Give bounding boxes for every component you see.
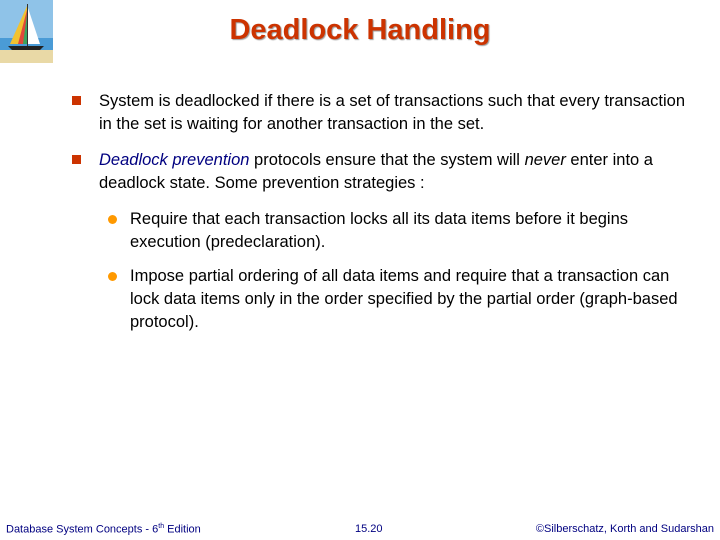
footer-book-title: Database System Concepts - 6th Edition	[6, 523, 201, 536]
bullet-item	[72, 149, 692, 195]
sub-bullet-item	[72, 208, 692, 254]
bullet-text: protocols ensure that the system will	[249, 151, 525, 169]
bullet-text: System is deadlocked if there is a set of transactions such that every transaction in the set is waiting for another transaction in the set.	[99, 92, 686, 133]
slide-title: Deadlock Handling	[229, 14, 491, 46]
square-bullet-icon	[72, 96, 81, 105]
sub-bullet-item	[72, 265, 692, 334]
bullet-text: enter into a deadlock state. Some prevention strategies :	[99, 151, 653, 192]
emphasis-never: never	[524, 151, 566, 169]
sub-bullet-text: Require that each transaction locks all its data items before it begins execution (predeclaration).	[130, 210, 629, 251]
square-bullet-icon	[72, 155, 81, 164]
sub-bullet-text: Impose partial ordering of all data items and require that a transaction can lock data items only in the order specified by the partial order (graph-based protocol).	[130, 267, 678, 331]
footer-copyright: ©Silberschatz, Korth and Sudarshan	[535, 523, 714, 535]
term-deadlock-prevention: Deadlock prevention	[99, 151, 250, 169]
footer-slide-number: 15.20	[355, 523, 383, 535]
bullet-item	[72, 90, 692, 136]
round-bullet-icon	[108, 272, 117, 281]
slide-content	[72, 90, 692, 345]
round-bullet-icon	[108, 215, 117, 224]
